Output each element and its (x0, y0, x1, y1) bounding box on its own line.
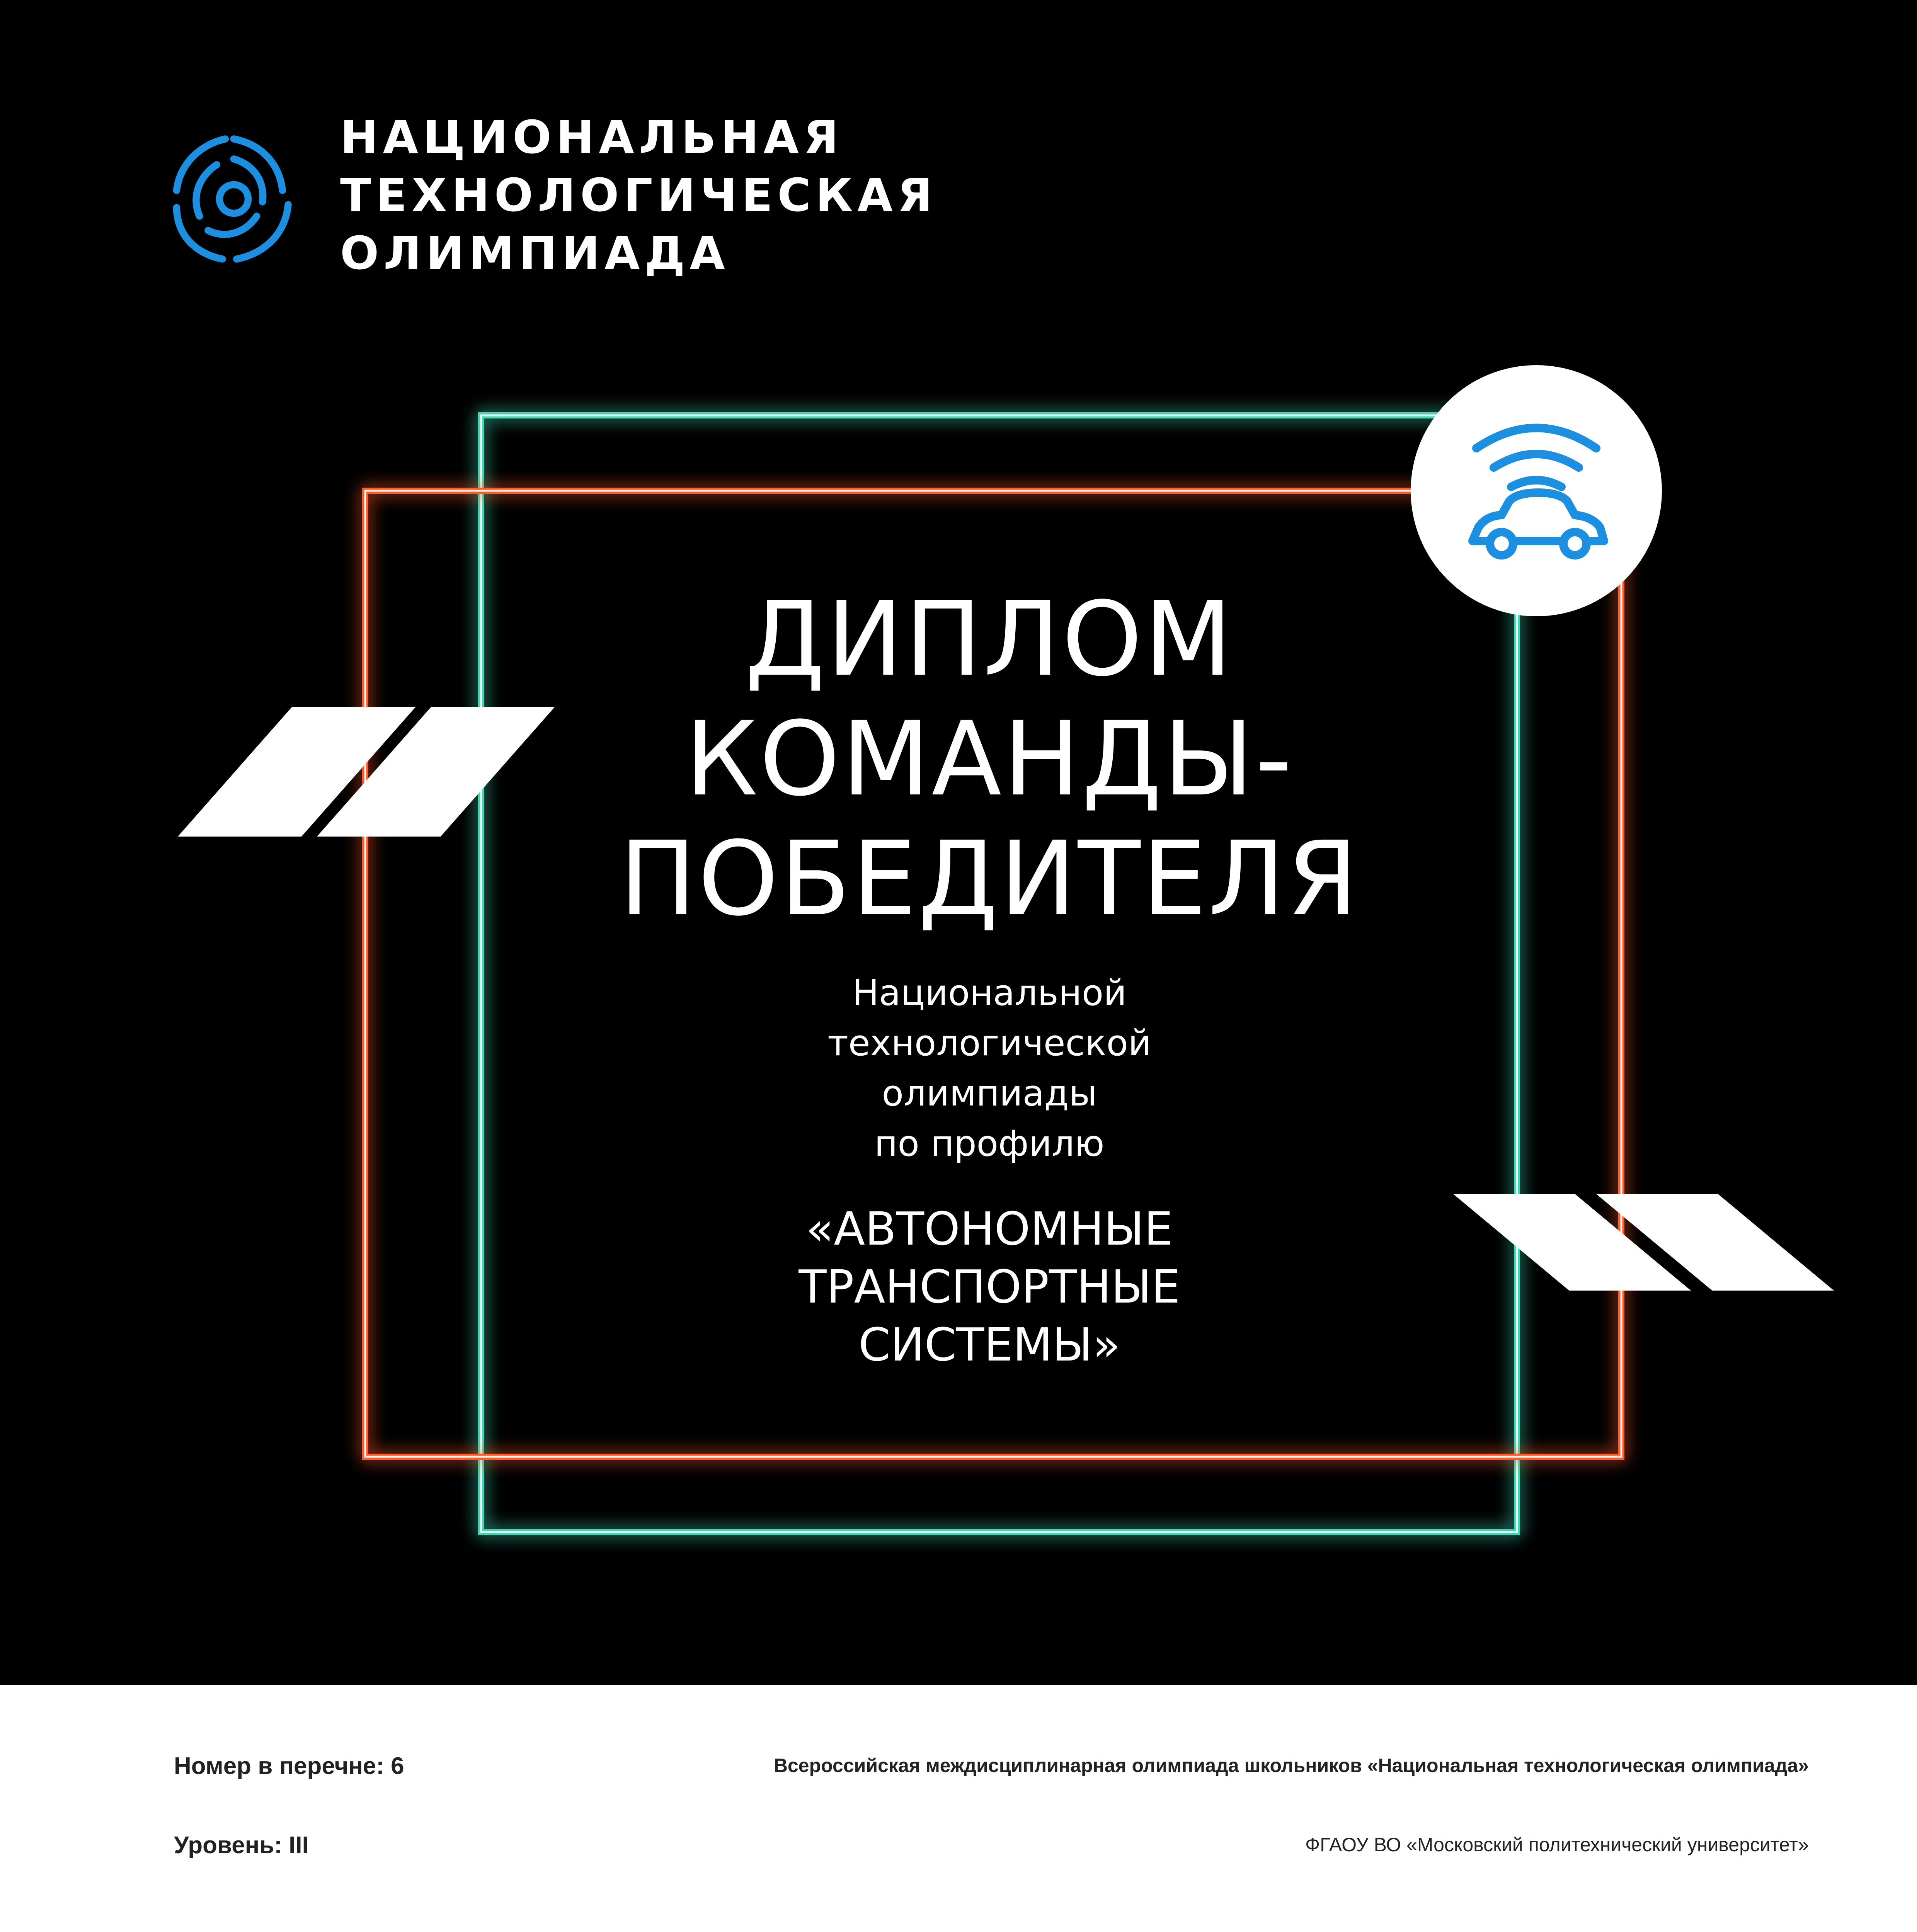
title-line-3: ПОБЕДИТЕЛЯ (619, 820, 1360, 939)
subtitle-line-3: олимпиады (882, 1073, 1097, 1114)
subtitle-line-4: по профилю (874, 1123, 1105, 1164)
connected-car-badge (1411, 365, 1662, 616)
subtitle-line-1: Национальной (852, 972, 1127, 1014)
profile-name (688, 1200, 1291, 1374)
title-line-2: КОМАНДЫ- (685, 700, 1294, 819)
diploma-subtitle (727, 968, 1252, 1169)
diploma-title (495, 580, 1484, 939)
subtitle-line-2: технологической (827, 1022, 1151, 1064)
olympiad-full-name: Всероссийская междисциплинарная олимпиада школьников «Национальная технологическая олимпиада» (773, 1755, 1809, 1776)
list-number: Номер в перечне: 6 (174, 1753, 404, 1779)
profile-line-1: «АВТОНОМНЫЕ (806, 1202, 1173, 1255)
level: Уровень: III (174, 1832, 309, 1859)
organizer-name: ФГАОУ ВО «Московский политехнический университет» (1305, 1834, 1809, 1855)
title-line-1: ДИПЛОМ (745, 580, 1234, 699)
connected-car-icon (1411, 365, 1662, 616)
logo-line-2: ТЕХНОЛОГИЧЕСКАЯ (340, 168, 937, 222)
profile-line-3: СИСТЕМЫ» (858, 1318, 1120, 1371)
logo-line-1: НАЦИОНАЛЬНАЯ (340, 111, 843, 164)
profile-line-2: ТРАНСПОРТНЫЕ (798, 1260, 1180, 1313)
logo-line-3: ОЛИМПИАДА (340, 226, 730, 280)
